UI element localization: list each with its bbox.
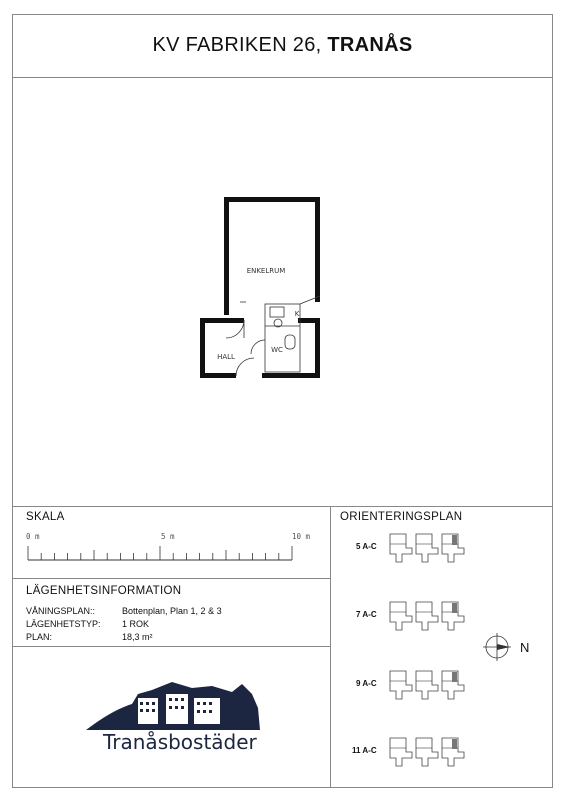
floor-label: 9 A-C bbox=[356, 679, 377, 688]
scale-tick-label: 10 m bbox=[292, 532, 311, 541]
info-row: PLAN: 18,3 m² bbox=[26, 632, 153, 642]
info-row: VÅNINGSPLAN:: Bottenplan, Plan 1, 2 & 3 bbox=[26, 606, 222, 616]
floor-label: 7 A-C bbox=[356, 610, 377, 619]
key-plan bbox=[388, 598, 468, 638]
north-label: N bbox=[520, 640, 530, 655]
divider bbox=[12, 578, 330, 579]
key-plan bbox=[388, 734, 468, 774]
info-heading: LÄGENHETSINFORMATION bbox=[26, 585, 182, 597]
floor-label: 5 A-C bbox=[356, 542, 377, 551]
room-label-k: K bbox=[294, 310, 300, 318]
floor-label: 11 A-C bbox=[352, 746, 377, 755]
orientation-heading: ORIENTERINGSPLAN bbox=[340, 511, 463, 523]
info-row: LÄGENHETSTYP: 1 ROK bbox=[26, 619, 150, 629]
page-title: KV FABRIKEN 26, TRANÅS bbox=[152, 34, 413, 56]
divider bbox=[12, 506, 553, 507]
scale-tick-label: 5 m bbox=[161, 532, 175, 541]
key-plan bbox=[388, 530, 468, 570]
room-label-main: ENKELRUM bbox=[246, 267, 286, 275]
logo-image bbox=[82, 664, 282, 734]
room-label-hall: HALL bbox=[217, 353, 235, 361]
room-label-wc: WC bbox=[271, 346, 283, 354]
divider bbox=[12, 646, 330, 647]
scale-tick-label: 0 m bbox=[26, 532, 40, 541]
logo-text: Tranåsbostäder bbox=[103, 730, 257, 754]
scale-heading: SKALA bbox=[26, 511, 65, 523]
key-plan bbox=[388, 667, 468, 707]
scale-bar bbox=[28, 546, 318, 566]
divider bbox=[330, 506, 331, 788]
compass-icon bbox=[483, 633, 513, 663]
